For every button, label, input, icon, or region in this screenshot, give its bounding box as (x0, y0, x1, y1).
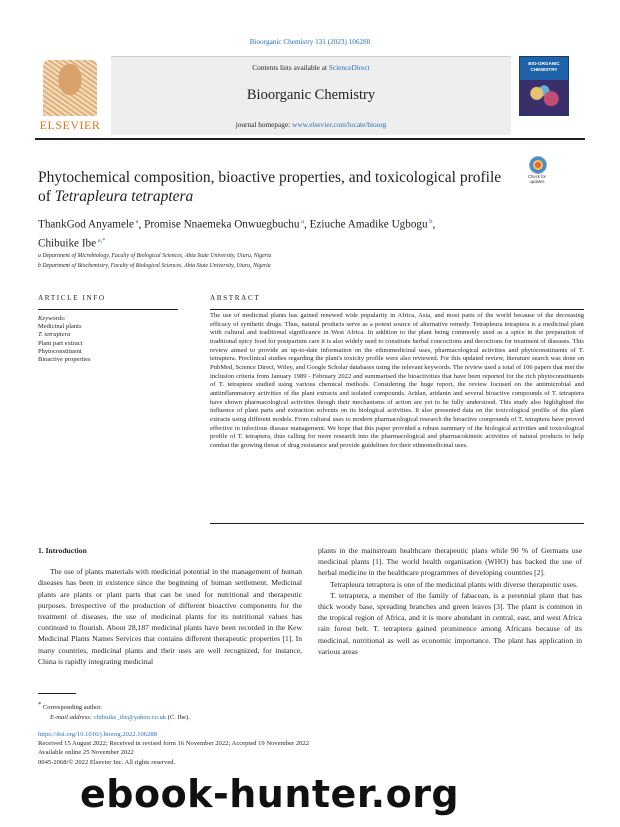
footnote-star: * (38, 701, 42, 708)
abstract-divider (210, 309, 584, 310)
cover-art-icon (526, 83, 562, 109)
body-column-right (318, 545, 582, 657)
body-paragraph: T. tetraptera, a member of the family of fabacean, is a perennial plant that has thick woody base, spreading branches and green leaves [3]. The plant is common in the tropical region of Africa, and it is more abundant in central, east, and west Africa rain forest belt. T. tetraptera gained prominence among Africans because of its medicinal, nutritional as well as economic importance. The plant has application in various areas (318, 590, 582, 656)
footnote-corr: Corresponding author. (41, 704, 102, 712)
elsevier-tree-icon (43, 60, 97, 116)
elsevier-logo (35, 60, 105, 134)
masthead-box (111, 56, 511, 135)
author-name[interactable]: Chibuike Ibe (38, 237, 97, 250)
abstract-heading: ABSTRACT (210, 294, 261, 302)
author-affiliation-marker[interactable]: b (427, 218, 433, 225)
article-info-heading: ARTICLE INFO (38, 294, 106, 302)
masthead (35, 56, 585, 134)
author-name[interactable]: Promise Nnaemeka Onwuegbuchu (144, 218, 300, 231)
publication-info (38, 730, 438, 767)
author-name[interactable]: ThankGod Anyamele (38, 218, 134, 231)
author-separator: , (432, 218, 436, 231)
author-affiliation-marker[interactable]: a (134, 218, 139, 225)
email-label: E-mail address: (50, 714, 94, 722)
masthead-divider (35, 138, 585, 140)
body-paragraph: The use of plants materials with medicinal potential in the management of human diseases has been in existence since the beginning of human settlement. Medicinal plants are plants or plant parts that can be used for nutritional and therapeutic purposes. Irrespective of the production of different bioactive components for the treatment of diseases, the use of medicinal plants for its nutritional values has continued to flourish. About 28,187 medicinal plants have been recorded in the Kew Medicinal Plants Names Services that contains different therapeutic properties [1]. In many countries, medicinal plants and their uses are well recognized, for instance, China is rapidly integrating medicinal (38, 567, 302, 666)
check-updates-icon (529, 156, 547, 174)
article-title (38, 168, 508, 206)
author-affiliation-marker[interactable]: a,* (96, 236, 106, 244)
corresponding-author-line (38, 700, 338, 713)
homepage-line (111, 120, 511, 129)
watermark: ebook-hunter.org (80, 772, 460, 816)
keywords-heading: Keywords: (38, 315, 66, 322)
cover-title: BIO-ORGANIC CHEMISTRY (528, 61, 560, 72)
homepage-prefix: journal homepage: (235, 120, 293, 129)
contents-prefix: Contents lists available at (252, 63, 329, 72)
publisher-name: ELSEVIER (39, 118, 101, 132)
introduction-heading: 1. Introduction (38, 546, 87, 555)
footnote-divider (38, 693, 76, 694)
email-suffix: (C. Ibe). (166, 714, 190, 722)
email-link[interactable]: chibuike_ibe@yahoo.co.uk (93, 714, 167, 722)
body-paragraph: Tetrapleura tetraptera is one of the medicinal plants with diverse therapeutic uses. (330, 579, 578, 589)
keyword-item: Medicinal plants (38, 323, 82, 331)
abstract-bottom-divider (210, 523, 584, 524)
title-species: Tetrapleura tetraptera (54, 188, 194, 205)
check-for-updates-button[interactable] (521, 156, 551, 186)
author-list (38, 214, 548, 251)
affiliations (38, 252, 578, 271)
author-name[interactable]: Eziuche Amadike Ugbogu (309, 218, 428, 231)
journal-cover-thumbnail (519, 56, 569, 116)
keyword-item: T. tetraptera (38, 331, 71, 339)
affiliation-b: b Department of Biochemistry, Faculty of Biological Sciences, Abia State University, Uturu, Nigeria (38, 262, 271, 269)
doi-link[interactable]: https://doi.org/10.1016/j.bioorg.2022.106288 (38, 731, 157, 738)
keyword-item: Phytoconstituent (38, 347, 82, 355)
abstract-text: The use of medicinal plants has gained renewed wide popularity in Africa, Asia, and most parts of the world because of the decreasing efficacy of synthetic drugs. Thus, natural products serve as a potent source of alternative remedy. Tetrapleura tetraptera is a medicinal plant with cultural and traditional significance in West Africa. In addition to the plant being commonly used as a spice in the preparation of traditional spicy food for postpartum care it is also widely used to constitute herbal concoctions and decoctions for treatment of diseases. This review aimed to provide an up-to-date information on the ethnomedicinal uses, pharmacological activities and phytoconstituents of T. tetraptera. Preclinical studies regarding the plant's toxicity profile were also reviewed. For this updated review, literature search was done on PubMed, Science Direct, Wiley, and Google Scholar databases using the relevant keywords. The review used a total of 106 papers that met the inclusion criteria from January 1989 - February 2022 and summarised the bioactivities that have been reported for the rich phytoconstituents of T. tetraptera studied using various chemical methods. Considering the huge report, the review focused on the antimicrobial and antiinflammatory activities of the plant extracts and isolated compounds. Aridan, aridanin and several bioactive compounds of T. tetraptera have shown pharmacological activities though their mechanisms of action are yet to be fully understood. This study also highlighted the influence of plant parts and extraction solvents on its biological activities. It also presented data on the toxicological profile of the plant extracts using different models. From cultural uses to modern pharmacological research the bioactive compounds of T. tetraptera have proved effective in infectious disease management. We hope that this paper provided a robust summary of the biological activities and toxicological profile of T. tetraptera, thus calling for more research into the pharmacological and pharmacokinetic activities of natural products to help combat the growing threat of drug resistance and provide guidelines for their ethnomedicinal uses. (210, 312, 584, 449)
article-info-divider (38, 309, 178, 310)
keyword-item: Plant part extract (38, 339, 83, 347)
author-separator: , (303, 218, 310, 231)
author-separator: , (138, 218, 145, 231)
title-main: Phytochemical composition, bioactive properties, and toxicological profile of (38, 169, 502, 205)
sciencedirect-link[interactable]: ScienceDirect (328, 63, 370, 72)
contents-line (111, 63, 511, 72)
keywords-block (38, 315, 188, 364)
received-dates: Received 15 August 2022; Received in revised form 16 November 2022; Accepted 19 November 2022 (38, 740, 310, 748)
email-line (38, 713, 338, 723)
homepage-link[interactable]: www.elsevier.com/locate/bioorg (292, 120, 387, 129)
body-column-left (38, 545, 302, 667)
corresponding-author-footnote (38, 700, 338, 723)
journal-name: Bioorganic Chemistry (246, 87, 376, 103)
author-affiliation-marker[interactable]: a (299, 218, 304, 225)
check-updates-label: Check for updates (528, 174, 546, 184)
affiliation-a: a Department of Microbiology, Faculty of Biological Sciences, Abia State University, Uturu, Nigeria (38, 253, 272, 259)
body-paragraph: plants in the mainstream healthcare therapeutic plans while 90 % of Germans use medicinal plants [1]. The world health organisation (WHO) has backed the use of herbal medicine in the healthcare programmes of developing countries [2]. (318, 546, 582, 578)
keyword-item: Bioactive properties (38, 356, 91, 364)
online-date: Available online 25 November 2022 (38, 749, 134, 757)
journal-reference[interactable]: Bioorganic Chemistry 131 (2023) 106288 (249, 38, 371, 46)
copyright: 0045-2068/© 2022 Elsevier Inc. All rights reserved. (38, 758, 176, 766)
